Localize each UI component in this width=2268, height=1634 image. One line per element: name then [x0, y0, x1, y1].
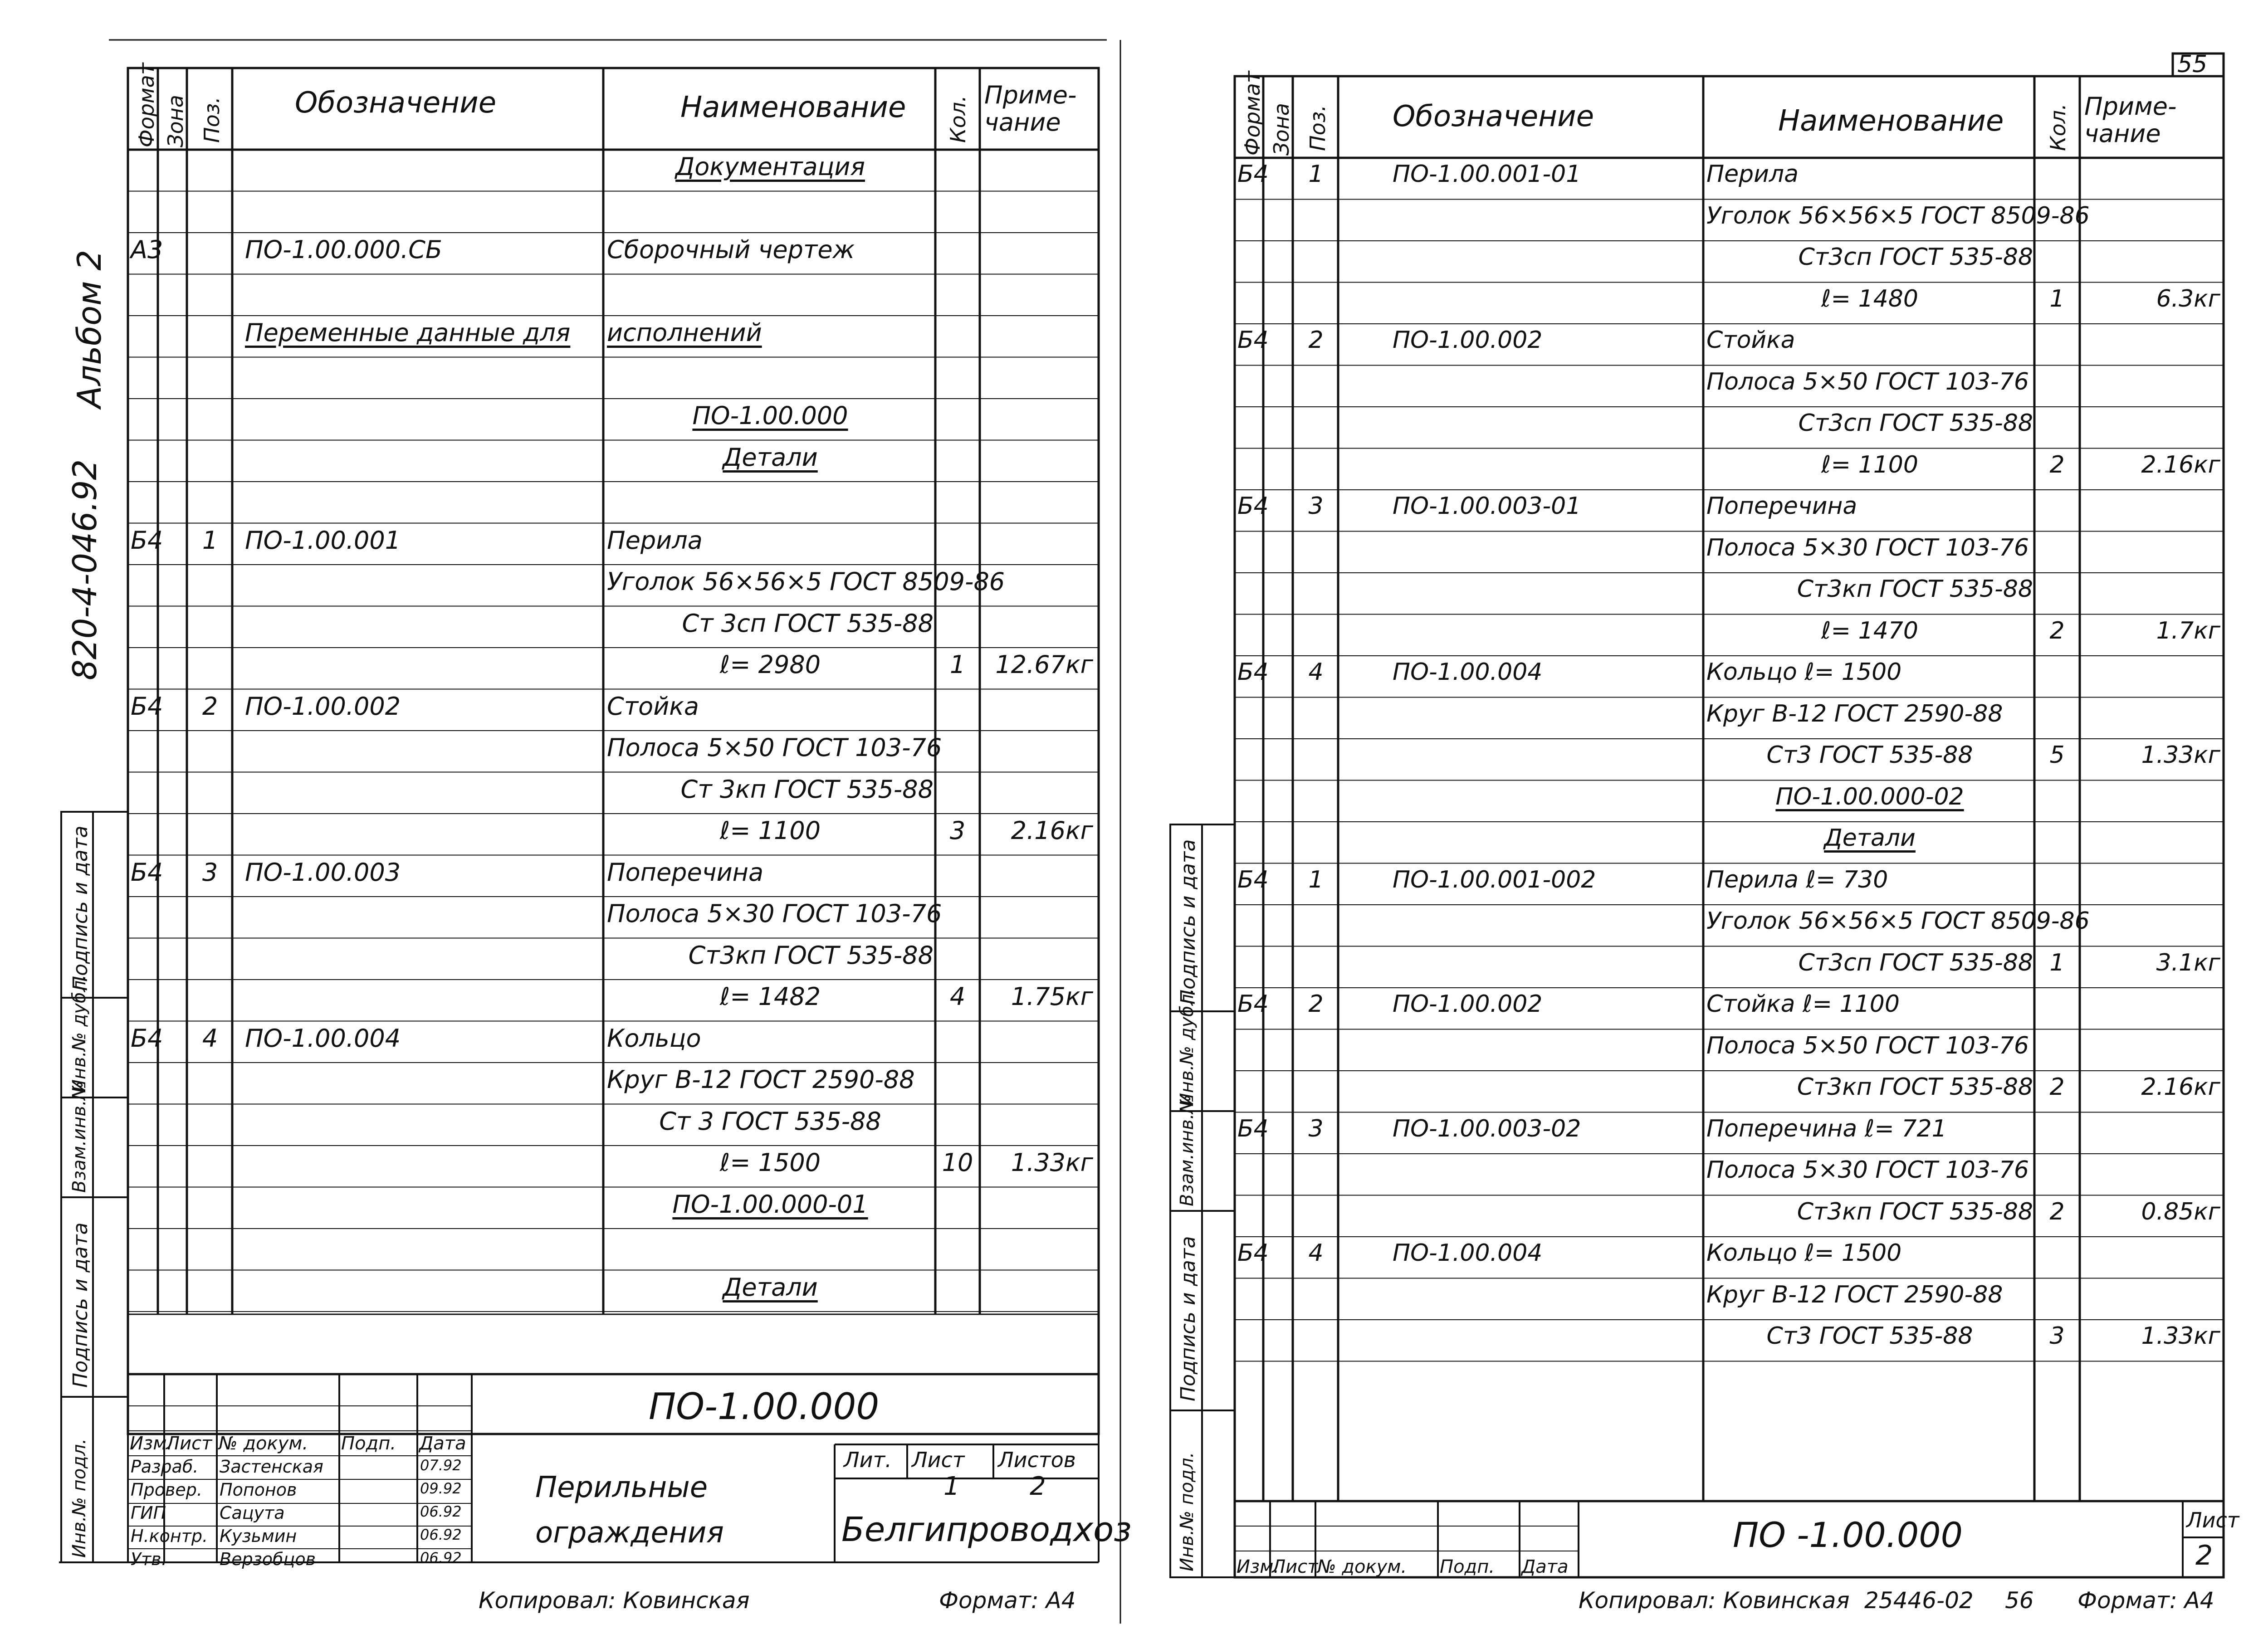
right-footer-copied: Копировал: Ковинская [1579, 1587, 1850, 1614]
cell-name: Уголок 56×56×5 ГОСТ 8509-86 [1706, 907, 2090, 935]
cell-position: 3 [1308, 1115, 1324, 1142]
right-footer-order: 25446-02 [1864, 1587, 1974, 1614]
cell-name: Стойка [1706, 327, 1795, 354]
r-header-designation: Обозначение [1393, 100, 1594, 133]
cell-name: Перила ℓ= 730 [1706, 866, 1888, 893]
staff-role: Провер. [131, 1480, 202, 1500]
cell-name: Ст3кп ГОСТ 535-88 [1797, 576, 2033, 603]
cell-name: Ст 3сп ГОСТ 535-88 [682, 609, 934, 638]
table-row [1129, 324, 2268, 366]
cell-format: Б4 [1237, 1239, 1269, 1267]
tb-col-change: Изм. [130, 1433, 173, 1454]
cell-designation: ПО-1.00.001 [245, 526, 401, 555]
left-tb-designation: ПО-1.00.000 [649, 1385, 880, 1428]
cell-note: 2.16кг [1011, 816, 1093, 845]
right-tb-designation: ПО -1.00.000 [1733, 1515, 1963, 1555]
cell-note: 1.33кг [2141, 741, 2220, 769]
tb-lit-label: Лит. [844, 1448, 892, 1472]
cell-name: ПО-1.00.000-01 [672, 1190, 868, 1219]
cell-name: ℓ= 1480 [1821, 285, 1918, 312]
table-row [1129, 283, 2268, 324]
cell-name: Круг В-12 ГОСТ 2590-88 [1706, 700, 2003, 727]
r-side-stamp-sign-date: Подпись и дата [1177, 839, 1200, 1005]
header-name: Наименование [680, 91, 906, 124]
table-row [1129, 615, 2268, 656]
tb-sheet-value: 1 [943, 1472, 960, 1501]
header-qty: Кол. [946, 95, 970, 143]
cell-name: Ст3 ГОСТ 535-88 [1766, 1322, 1973, 1350]
tb-col-sign: Подп. [341, 1433, 396, 1454]
r-header-note: Приме- чание [2084, 92, 2177, 148]
cell-designation: ПО-1.00.003 [245, 858, 401, 887]
r-side-stamp-replace-inv: Взам.инв.№ [1177, 1094, 1198, 1206]
table-row [1129, 200, 2268, 241]
cell-designation: ПО-1.00.004 [1393, 658, 1543, 686]
r-tb-sheet-value: 2 [2195, 1540, 2213, 1571]
tb-col-sheet: Лист [166, 1433, 212, 1454]
table-row [1129, 988, 2268, 1029]
staff-name: Сацута [220, 1503, 285, 1523]
table-row [0, 233, 1129, 274]
cell-position: 1 [1308, 161, 1324, 188]
table-row [0, 648, 1129, 689]
r-side-stamp-dup-inv: Инв.№ дубл. [1177, 988, 1198, 1107]
table-row [0, 731, 1129, 772]
cell-position: 4 [1308, 658, 1324, 686]
cell-format: Б4 [131, 1024, 163, 1053]
cell-format: Б4 [1237, 493, 1269, 520]
table-row [0, 814, 1129, 855]
cell-note: 3.1кг [2156, 949, 2220, 976]
header-format: Формат [134, 63, 159, 147]
cell-name: ℓ= 1500 [719, 1148, 821, 1177]
cell-note: 1.75кг [1011, 982, 1093, 1011]
tb-organization: Белгипроводхоз [841, 1510, 1132, 1549]
tb-sheets-value: 2 [1030, 1472, 1046, 1501]
cell-quantity: 2 [2049, 451, 2065, 478]
cell-name: Ст 3 ГОСТ 535-88 [659, 1107, 881, 1136]
cell-name: Полоса 5×30 ГОСТ 103-76 [607, 899, 942, 928]
cell-name: Ст3сп ГОСТ 535-88 [1798, 244, 2033, 271]
tb-sheet-label: Лист [912, 1448, 965, 1472]
cell-name: Кольцо [607, 1024, 701, 1053]
cell-name: Сборочный чертеж [607, 235, 855, 264]
staff-role: Разраб. [131, 1457, 199, 1477]
r-tb-col-change: Изм. [1237, 1556, 1280, 1577]
table-row [0, 357, 1129, 399]
cell-designation: Переменные данные для [245, 318, 571, 347]
sheet-left [0, 0, 1132, 1634]
side-stamp-sign-date-2: Подпись и дата [69, 1222, 92, 1388]
side-stamp-orig-inv: Инв.№ подл. [69, 1438, 90, 1558]
cell-designation: ПО-1.00.002 [1393, 990, 1543, 1018]
table-row [0, 980, 1129, 1021]
table-row [1129, 946, 2268, 988]
table-row [0, 565, 1129, 606]
table-row [1129, 697, 2268, 739]
table-row [1129, 490, 2268, 532]
cell-designation: ПО-1.00.003-01 [1393, 493, 1581, 520]
cell-designation: ПО-1.00.004 [245, 1024, 401, 1053]
table-row [0, 1270, 1129, 1312]
cell-position: 1 [202, 526, 218, 555]
cell-name: ℓ= 1100 [1821, 451, 1918, 478]
side-stamp-sign-date: Подпись и дата [69, 825, 92, 991]
cell-name: Полоса 5×30 ГОСТ 103-76 [1706, 1156, 2029, 1184]
table-row [1129, 449, 2268, 490]
cell-name: Уголок 56×56×5 ГОСТ 8509-86 [607, 567, 1005, 596]
cell-format: Б4 [1237, 327, 1269, 354]
table-row [0, 399, 1129, 440]
cell-name: Детали [1824, 824, 1916, 852]
cell-name: Ст3сп ГОСТ 535-88 [1798, 949, 2033, 976]
tb-col-docnum: № докум. [219, 1433, 308, 1454]
cell-quantity: 1 [2049, 949, 2065, 976]
cell-name: исполнений [607, 318, 762, 347]
cell-designation: ПО-1.00.002 [245, 692, 401, 721]
cell-designation: ПО-1.00.001-01 [1393, 161, 1581, 188]
cell-position: 3 [1308, 493, 1324, 520]
table-row [1129, 1029, 2268, 1071]
r-side-stamp-sign-date-2: Подпись и дата [1177, 1236, 1200, 1401]
cell-format: Б4 [1237, 866, 1269, 893]
tb-col-date: Дата [419, 1433, 466, 1454]
table-row [0, 938, 1129, 980]
staff-role: ГИП [131, 1503, 166, 1523]
cell-position: 4 [202, 1024, 218, 1053]
table-row [1129, 241, 2268, 283]
right-footer-format: Формат: А4 [2077, 1587, 2214, 1614]
table-row [1129, 573, 2268, 615]
r-tb-col-sheet: Лист [1272, 1556, 1318, 1577]
cell-name: ℓ= 1482 [719, 982, 821, 1011]
left-footer-copied: Копировал: Ковинская [479, 1587, 750, 1614]
cell-designation: ПО-1.00.004 [1393, 1239, 1543, 1267]
staff-date: 06.92 [420, 1549, 462, 1566]
cell-quantity: 3 [949, 816, 966, 845]
r-tb-col-docnum: № докум. [1317, 1556, 1407, 1577]
left-footer-format: Формат: А4 [939, 1587, 1076, 1614]
cell-name: Детали [723, 443, 818, 472]
cell-name: Стойка ℓ= 1100 [1706, 990, 1900, 1018]
table-row [0, 606, 1129, 648]
cell-format: Б4 [1237, 658, 1269, 686]
cell-name: Полоса 5×30 ГОСТ 103-76 [1706, 534, 2029, 561]
table-row [1129, 739, 2268, 780]
table-row [0, 274, 1129, 316]
r-header-format: Формат [1240, 71, 1265, 156]
table-row [0, 855, 1129, 897]
cell-name: Полоса 5×50 ГОСТ 103-76 [1706, 1032, 2029, 1059]
cell-name: Детали [723, 1273, 818, 1302]
table-row [1129, 1071, 2268, 1112]
cell-name: Круг В-12 ГОСТ 2590-88 [1706, 1281, 2003, 1308]
table-row [1129, 656, 2268, 697]
cell-position: 2 [1308, 327, 1324, 354]
r-tb-col-sign: Подп. [1440, 1556, 1495, 1577]
table-row [0, 1021, 1129, 1063]
cell-quantity: 1 [2049, 285, 2065, 312]
table-row [0, 482, 1129, 523]
cell-name: ℓ= 1470 [1821, 617, 1918, 644]
staff-role: Н.контр. [131, 1526, 208, 1546]
cell-designation: ПО-1.00.002 [1393, 327, 1543, 354]
staff-name: Верзобцов [220, 1549, 316, 1569]
cell-name: Ст3кп ГОСТ 535-88 [1797, 1073, 2033, 1101]
cell-name: ℓ= 1100 [719, 816, 821, 845]
table-row [1129, 1237, 2268, 1278]
cell-name: Ст 3кп ГОСТ 535-88 [680, 775, 934, 804]
cell-format: Б4 [131, 526, 163, 555]
table-row [0, 523, 1129, 565]
table-row [0, 440, 1129, 482]
cell-name: ПО-1.00.000 [692, 401, 848, 430]
tb-sheets-label: Листов [998, 1448, 1076, 1472]
project-code-label: 820-4-046.92 [66, 459, 104, 680]
cell-quantity: 10 [942, 1148, 973, 1177]
r-tb-sheet-label: Лист [2186, 1508, 2239, 1532]
page-number: 55 [2177, 51, 2208, 78]
cell-name: Круг В-12 ГОСТ 2590-88 [607, 1065, 915, 1094]
table-row [0, 1063, 1129, 1104]
cell-quantity: 2 [2049, 1198, 2065, 1225]
table-row [1129, 1112, 2268, 1154]
staff-date: 06.92 [420, 1526, 462, 1543]
cell-name: Ст3сп ГОСТ 535-88 [1798, 410, 2033, 437]
table-row [1129, 822, 2268, 863]
cell-format: А3 [131, 235, 163, 264]
staff-date: 06.92 [420, 1503, 462, 1520]
table-row [1129, 863, 2268, 905]
r-header-zone: Зона [1269, 103, 1294, 156]
table-row [1129, 1320, 2268, 1361]
table-row [1129, 158, 2268, 200]
cell-position: 2 [202, 692, 218, 721]
cell-name: Перила [607, 526, 703, 555]
cell-quantity: 4 [949, 982, 966, 1011]
table-row [1129, 532, 2268, 573]
table-row [0, 1229, 1129, 1270]
table-row [0, 1104, 1129, 1146]
table-row [1129, 780, 2268, 822]
table-row [1129, 905, 2268, 946]
staff-name: Застенская [220, 1457, 323, 1477]
cell-name: ПО-1.00.000-02 [1775, 783, 1964, 810]
cell-name: Поперечина [607, 858, 764, 887]
table-row [1129, 1278, 2268, 1320]
header-zone: Зона [163, 95, 188, 147]
cell-position: 4 [1308, 1239, 1324, 1267]
cell-name: Документация [675, 152, 865, 181]
side-stamp-replace-inv: Взам.инв.№ [69, 1081, 90, 1193]
cell-note: 2.16кг [2141, 1073, 2220, 1101]
table-row [1129, 407, 2268, 449]
staff-name: Кузьмин [220, 1526, 297, 1546]
cell-note: 1.7кг [2156, 617, 2220, 644]
header-note: Приме- чание [984, 81, 1077, 137]
cell-quantity: 2 [2049, 617, 2065, 644]
r-header-pos: Поз. [1305, 105, 1330, 151]
side-stamp-dup-inv: Инв.№ дубл. [69, 975, 90, 1093]
sheet-right [1129, 0, 2268, 1634]
cell-name: ℓ= 2980 [719, 650, 821, 679]
cell-name: Уголок 56×56×5 ГОСТ 8509-86 [1706, 202, 2090, 229]
cell-format: Б4 [131, 692, 163, 721]
cell-note: 1.33кг [2141, 1322, 2220, 1350]
album-label: Альбом 2 [70, 249, 108, 408]
table-row [1129, 1195, 2268, 1237]
cell-name: Ст3 ГОСТ 535-88 [1766, 741, 1973, 769]
staff-name: Попонов [220, 1480, 297, 1500]
cell-name: Поперечина [1706, 493, 1857, 520]
cell-quantity: 5 [2049, 741, 2065, 769]
cell-format: Б4 [1237, 161, 1269, 188]
table-row [1129, 366, 2268, 407]
cell-name: Ст3кп ГОСТ 535-88 [688, 941, 934, 970]
cell-quantity: 3 [2049, 1322, 2065, 1350]
right-footer-number: 56 [2005, 1587, 2034, 1614]
cell-position: 1 [1308, 866, 1324, 893]
cell-name: Ст3кп ГОСТ 535-88 [1797, 1198, 2033, 1225]
cell-designation: ПО-1.00.003-02 [1393, 1115, 1581, 1142]
cell-format: Б4 [131, 858, 163, 887]
cell-note: 0.85кг [2141, 1198, 2220, 1225]
cell-name: Полоса 5×50 ГОСТ 103-76 [1706, 368, 2029, 395]
r-header-name: Наименование [1778, 104, 2004, 138]
table-row [0, 772, 1129, 814]
cell-note: 12.67кг [995, 650, 1093, 679]
table-row [0, 689, 1129, 731]
cell-name: Кольцо ℓ= 1500 [1706, 1239, 1902, 1267]
header-designation: Обозначение [295, 86, 497, 120]
cell-format: Б4 [1237, 990, 1269, 1018]
cell-note: 6.3кг [2156, 285, 2220, 312]
table-row [0, 150, 1129, 191]
cell-name: Полоса 5×50 ГОСТ 103-76 [607, 733, 942, 762]
r-side-stamp-orig-inv: Инв.№ подл. [1177, 1452, 1198, 1571]
cell-quantity: 1 [949, 650, 966, 679]
left-tb-title: Перильные ограждения [535, 1471, 724, 1550]
cell-name: Поперечина ℓ= 721 [1706, 1115, 1947, 1142]
table-row [0, 1146, 1129, 1187]
table-row [0, 1187, 1129, 1229]
cell-name: Кольцо ℓ= 1500 [1706, 658, 1902, 686]
r-header-qty: Кол. [2046, 103, 2070, 151]
r-tb-col-date: Дата [1521, 1556, 1569, 1577]
cell-note: 2.16кг [2141, 451, 2220, 478]
staff-date: 09.92 [420, 1480, 462, 1497]
table-row [0, 316, 1129, 357]
table-row [0, 191, 1129, 233]
header-pos: Поз. [200, 97, 224, 143]
cell-name: Стойка [607, 692, 699, 721]
cell-position: 2 [1308, 990, 1324, 1018]
cell-position: 3 [202, 858, 218, 887]
table-row [1129, 1154, 2268, 1195]
cell-format: Б4 [1237, 1115, 1269, 1142]
cell-note: 1.33кг [1011, 1148, 1093, 1177]
staff-date: 07.92 [420, 1457, 462, 1474]
cell-designation: ПО-1.00.000.СБ [245, 235, 442, 264]
table-row [0, 897, 1129, 938]
cell-name: Перила [1706, 161, 1799, 188]
cell-quantity: 2 [2049, 1073, 2065, 1101]
cell-designation: ПО-1.00.001-002 [1393, 866, 1596, 893]
staff-role: Утв. [131, 1549, 167, 1569]
